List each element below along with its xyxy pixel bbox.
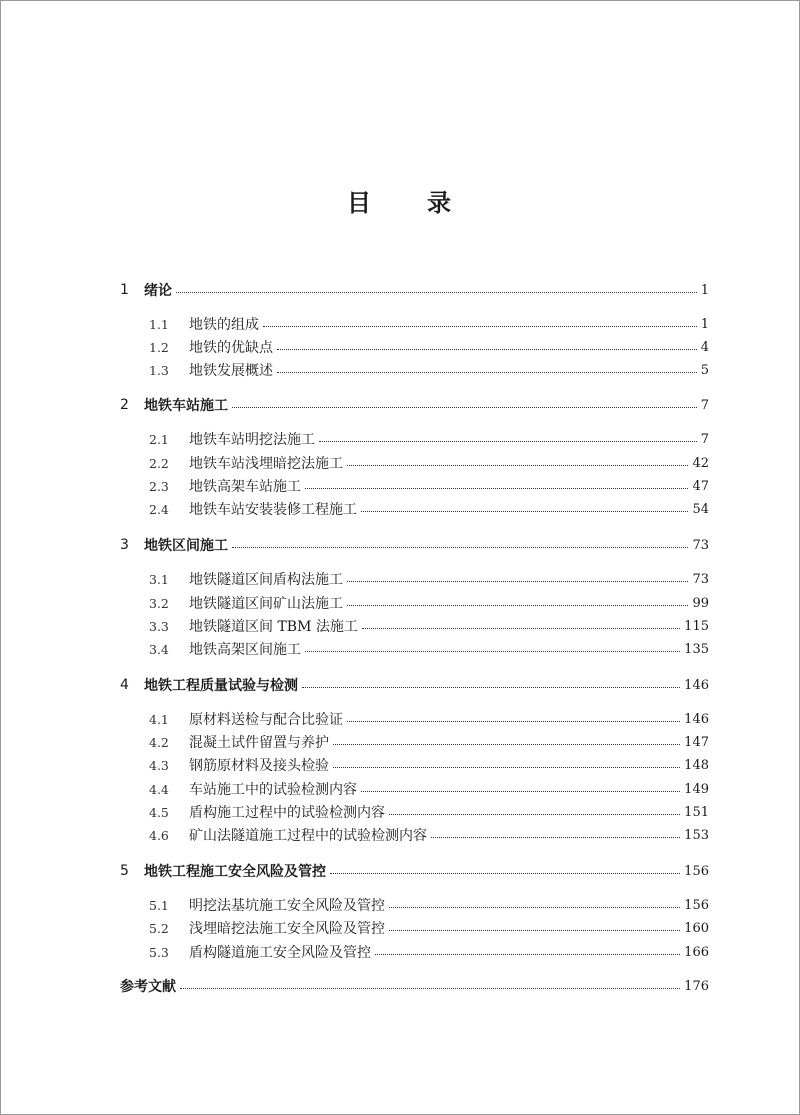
toc-section-entry-page-number: 5 bbox=[700, 362, 709, 378]
toc-references-entry-page-number: 176 bbox=[684, 978, 709, 994]
toc-section-entry-number: 1.1 bbox=[149, 316, 169, 332]
dot-leader bbox=[389, 814, 680, 815]
toc-section-entry-page-number: 149 bbox=[684, 781, 709, 797]
dot-leader bbox=[330, 873, 680, 874]
toc-section-entry[interactable] bbox=[120, 360, 709, 380]
toc-section-entry[interactable] bbox=[120, 709, 709, 729]
dot-leader bbox=[389, 907, 680, 908]
toc-chapter-entry-number: 2 bbox=[120, 397, 129, 413]
toc-section-entry-title: 地铁车站安装装修工程施工 bbox=[189, 502, 357, 518]
toc-section-entry-number: 4.4 bbox=[149, 781, 169, 797]
toc-section-entry-number: 4.1 bbox=[149, 711, 169, 727]
toc-section-entry-number: 2.3 bbox=[149, 478, 169, 494]
toc-section-entry[interactable] bbox=[120, 755, 709, 775]
toc-section-entry-page-number: 153 bbox=[684, 827, 709, 843]
toc-section-entry-page-number: 73 bbox=[692, 571, 709, 587]
toc-section-entry-title: 地铁车站浅埋暗挖法施工 bbox=[189, 456, 343, 472]
toc-section-entry[interactable] bbox=[120, 616, 709, 636]
toc-chapter-entry[interactable] bbox=[120, 280, 709, 300]
toc-section-entry-number: 1.3 bbox=[149, 362, 169, 378]
toc-references-entry-title: 参考文献 bbox=[120, 979, 176, 995]
dot-leader bbox=[347, 581, 688, 582]
title-char: 目 bbox=[347, 189, 373, 217]
dot-leader bbox=[333, 744, 680, 745]
toc-section-entry-title: 明挖法基坑施工安全风险及管控 bbox=[189, 898, 385, 914]
toc-section-entry-number: 2.4 bbox=[149, 501, 169, 517]
toc-section-entry-number: 4.6 bbox=[149, 827, 169, 843]
toc-chapter-entry[interactable] bbox=[120, 675, 709, 695]
page-title bbox=[1, 183, 799, 218]
toc-section-entry-title: 地铁高架区间施工 bbox=[189, 642, 301, 658]
toc-chapter-entry-page-number: 146 bbox=[684, 677, 709, 693]
toc-section-entry-number: 3.3 bbox=[149, 618, 169, 634]
dot-leader bbox=[305, 488, 688, 489]
toc-section-entry-page-number: 99 bbox=[692, 595, 709, 611]
dot-leader bbox=[347, 721, 680, 722]
toc-section-entry[interactable] bbox=[120, 429, 709, 449]
toc-section-entry-page-number: 151 bbox=[684, 804, 709, 820]
toc-chapter-entry-page-number: 73 bbox=[692, 537, 709, 553]
toc-section-entry-number: 1.2 bbox=[149, 339, 169, 355]
dot-leader bbox=[375, 954, 680, 955]
toc-section-entry-page-number: 54 bbox=[692, 501, 709, 517]
toc-section-entry-title: 地铁隧道区间矿山法施工 bbox=[189, 596, 343, 612]
dot-leader bbox=[232, 407, 697, 408]
toc-section-entry-title: 地铁车站明挖法施工 bbox=[189, 432, 315, 448]
toc-section-entry-title: 盾构隧道施工安全风险及管控 bbox=[189, 945, 371, 961]
toc-section-entry-page-number: 160 bbox=[684, 920, 709, 936]
toc-section-entry-title: 混凝土试件留置与养护 bbox=[189, 735, 329, 751]
toc-section-entry-number: 2.2 bbox=[149, 455, 169, 471]
toc-chapter-entry[interactable] bbox=[120, 395, 709, 415]
toc-chapter-entry-number: 1 bbox=[120, 282, 129, 298]
toc-section-entry-title: 地铁的组成 bbox=[189, 317, 259, 333]
dot-leader bbox=[263, 326, 697, 327]
toc-chapter-entry-page-number: 156 bbox=[684, 863, 709, 879]
toc-chapter-entry-page-number: 7 bbox=[700, 397, 709, 413]
toc-section-entry[interactable] bbox=[120, 476, 709, 496]
toc-section-entry-title: 钢筋原材料及接头检验 bbox=[189, 758, 329, 774]
toc-section-entry-title: 原材料送检与配合比验证 bbox=[189, 712, 343, 728]
title-char: 录 bbox=[427, 189, 453, 217]
toc-section-entry[interactable] bbox=[120, 779, 709, 799]
toc-section-entry-title: 地铁发展概述 bbox=[189, 363, 273, 379]
toc-section-entry-title: 盾构施工过程中的试验检测内容 bbox=[189, 805, 385, 821]
toc-section-entry-number: 3.4 bbox=[149, 641, 169, 657]
toc-section-entry-page-number: 1 bbox=[700, 316, 709, 332]
dot-leader bbox=[277, 372, 697, 373]
toc-section-entry-page-number: 156 bbox=[684, 897, 709, 913]
toc-section-entry-page-number: 115 bbox=[684, 618, 709, 634]
toc-section-entry-page-number: 135 bbox=[684, 641, 709, 657]
toc-chapter-entry-number: 5 bbox=[120, 863, 129, 879]
toc-section-entry-page-number: 47 bbox=[692, 478, 709, 494]
toc-section-entry[interactable] bbox=[120, 593, 709, 613]
dot-leader bbox=[361, 791, 680, 792]
dot-leader bbox=[277, 349, 697, 350]
toc-section-entry-page-number: 148 bbox=[684, 757, 709, 773]
toc-section-entry[interactable] bbox=[120, 337, 709, 357]
toc-section-entry[interactable] bbox=[120, 569, 709, 589]
toc-section-entry[interactable] bbox=[120, 895, 709, 915]
dot-leader bbox=[361, 511, 688, 512]
toc-section-entry-title: 地铁隧道区间 TBM 法施工 bbox=[189, 619, 358, 635]
toc-section-entry[interactable] bbox=[120, 942, 709, 962]
toc-chapter-entry-number: 3 bbox=[120, 537, 129, 553]
toc-section-entry-page-number: 4 bbox=[700, 339, 709, 355]
toc-section-entry-number: 3.1 bbox=[149, 571, 169, 587]
toc-section-entry-number: 5.2 bbox=[149, 920, 169, 936]
dot-leader bbox=[319, 441, 697, 442]
dot-leader bbox=[302, 687, 680, 688]
toc-section-entry-number: 3.2 bbox=[149, 595, 169, 611]
toc-section-entry-number: 4.2 bbox=[149, 734, 169, 750]
toc-section-entry-title: 地铁隧道区间盾构法施工 bbox=[189, 572, 343, 588]
toc-section-entry[interactable] bbox=[120, 499, 709, 519]
toc-chapter-entry-title: 地铁车站施工 bbox=[144, 398, 228, 414]
toc-section-entry-number: 5.1 bbox=[149, 897, 169, 913]
toc-chapter-entry-title: 地铁区间施工 bbox=[144, 538, 228, 554]
toc-section-entry-number: 4.5 bbox=[149, 804, 169, 820]
dot-leader bbox=[176, 292, 697, 293]
dot-leader bbox=[431, 837, 680, 838]
toc-section-entry-number: 4.3 bbox=[149, 757, 169, 773]
toc-chapter-entry-page-number: 1 bbox=[700, 282, 709, 298]
toc-section-entry-number: 2.1 bbox=[149, 431, 169, 447]
dot-leader bbox=[362, 628, 680, 629]
dot-leader bbox=[180, 988, 680, 989]
toc-section-entry[interactable] bbox=[120, 802, 709, 822]
toc-section-entry-number: 5.3 bbox=[149, 944, 169, 960]
toc-chapter-entry[interactable] bbox=[120, 861, 709, 881]
toc-section-entry[interactable] bbox=[120, 825, 709, 845]
dot-leader bbox=[347, 605, 688, 606]
toc-references-entry[interactable] bbox=[120, 976, 709, 996]
toc-section-entry-page-number: 146 bbox=[684, 711, 709, 727]
toc-section-entry-page-number: 42 bbox=[692, 455, 709, 471]
toc-section-entry-title: 浅埋暗挖法施工安全风险及管控 bbox=[189, 921, 385, 937]
toc-chapter-entry[interactable] bbox=[120, 535, 709, 555]
toc-section-entry[interactable] bbox=[120, 639, 709, 659]
toc-chapter-entry-title: 绪论 bbox=[144, 283, 172, 299]
toc-section-entry[interactable] bbox=[120, 918, 709, 938]
dot-leader bbox=[305, 651, 680, 652]
dot-leader bbox=[232, 547, 688, 548]
toc-section-entry-title: 地铁高架车站施工 bbox=[189, 479, 301, 495]
toc-section-entry-page-number: 7 bbox=[700, 431, 709, 447]
toc-section-entry-title: 地铁的优缺点 bbox=[189, 340, 273, 356]
dot-leader bbox=[333, 767, 680, 768]
toc-section-entry[interactable] bbox=[120, 732, 709, 752]
dot-leader bbox=[347, 465, 688, 466]
dot-leader bbox=[389, 930, 680, 931]
toc-section-entry-title: 矿山法隧道施工过程中的试验检测内容 bbox=[189, 828, 427, 844]
toc-section-entry-title: 车站施工中的试验检测内容 bbox=[189, 782, 357, 798]
toc-chapter-entry-number: 4 bbox=[120, 677, 129, 693]
toc-section-entry-page-number: 166 bbox=[684, 944, 709, 960]
toc-chapter-entry-title: 地铁工程质量试验与检测 bbox=[144, 678, 298, 694]
toc-section-entry[interactable] bbox=[120, 453, 709, 473]
toc-section-entry-page-number: 147 bbox=[684, 734, 709, 750]
toc-chapter-entry-title: 地铁工程施工安全风险及管控 bbox=[144, 864, 326, 880]
toc-section-entry[interactable] bbox=[120, 314, 709, 334]
